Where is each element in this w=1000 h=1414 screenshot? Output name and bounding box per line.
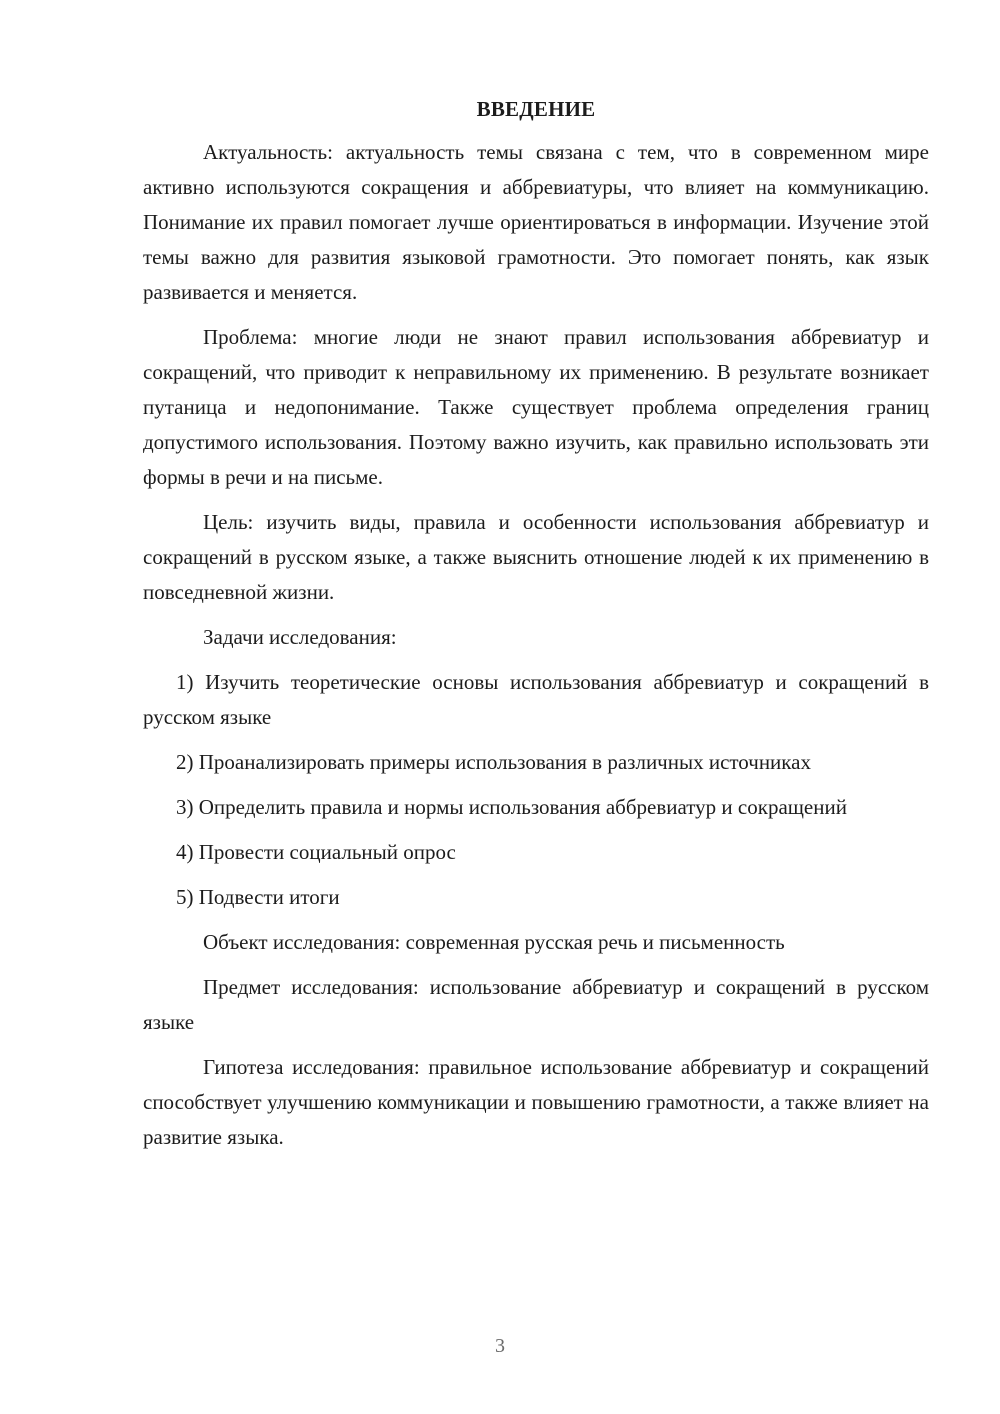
task-item-3: 3) Определить правила и нормы использования аббревиатур и сокращений — [176, 795, 847, 819]
task-item-1: 1) Изучить теоретические основы использования аббревиатур и сокращений в русском языке — [143, 670, 929, 729]
section-title: ВВЕДЕНИЕ — [476, 97, 596, 121]
task-item-5: 5) Подвести итоги — [176, 885, 340, 909]
paragraph-relevance: Актуальность: актуальность темы связана с тем, что в современном мире активно используются сокращения и аббревиатуры, что влияет на коммуникацию. Понимание их правил помогает лучше ориентироваться в информации. Изучение этой темы важно для развития языковой грамотности. Это помогает понять, как язык развивается и меняется. — [143, 140, 929, 304]
task-item-4: 4) Провести социальный опрос — [176, 840, 456, 864]
paragraph-subject: Предмет исследования: использование аббревиатур и сокращений в русском языке — [143, 975, 929, 1034]
task-item-2: 2) Проанализировать примеры использования в различных источниках — [176, 750, 812, 774]
paragraph-goal: Цель: изучить виды, правила и особенности использования аббревиатур и сокращений в русском языке, а также выяснить отношение людей к их применению в повседневной жизни. — [143, 510, 929, 604]
tasks-heading: Задачи исследования: — [203, 625, 397, 649]
paragraph-object: Объект исследования: современная русская речь и письменность — [203, 930, 785, 954]
paragraph-hypothesis: Гипотеза исследования: правильное использование аббревиатур и сокращений способствует улучшению коммуникации и повышению грамотности, а также влияет на развитие языка. — [143, 1055, 929, 1149]
page-number: 3 — [495, 1335, 505, 1357]
paragraph-problem: Проблема: многие люди не знают правил использования аббревиатур и сокращений, что приводит к неправильному их применению. В результате возникает путаница и недопонимание. Также существует проблема определения границ допустимого использования. Поэтому важно изучить, как правильно использовать эти формы в речи и на письме. — [143, 325, 929, 489]
page-content — [143, 92, 929, 1165]
